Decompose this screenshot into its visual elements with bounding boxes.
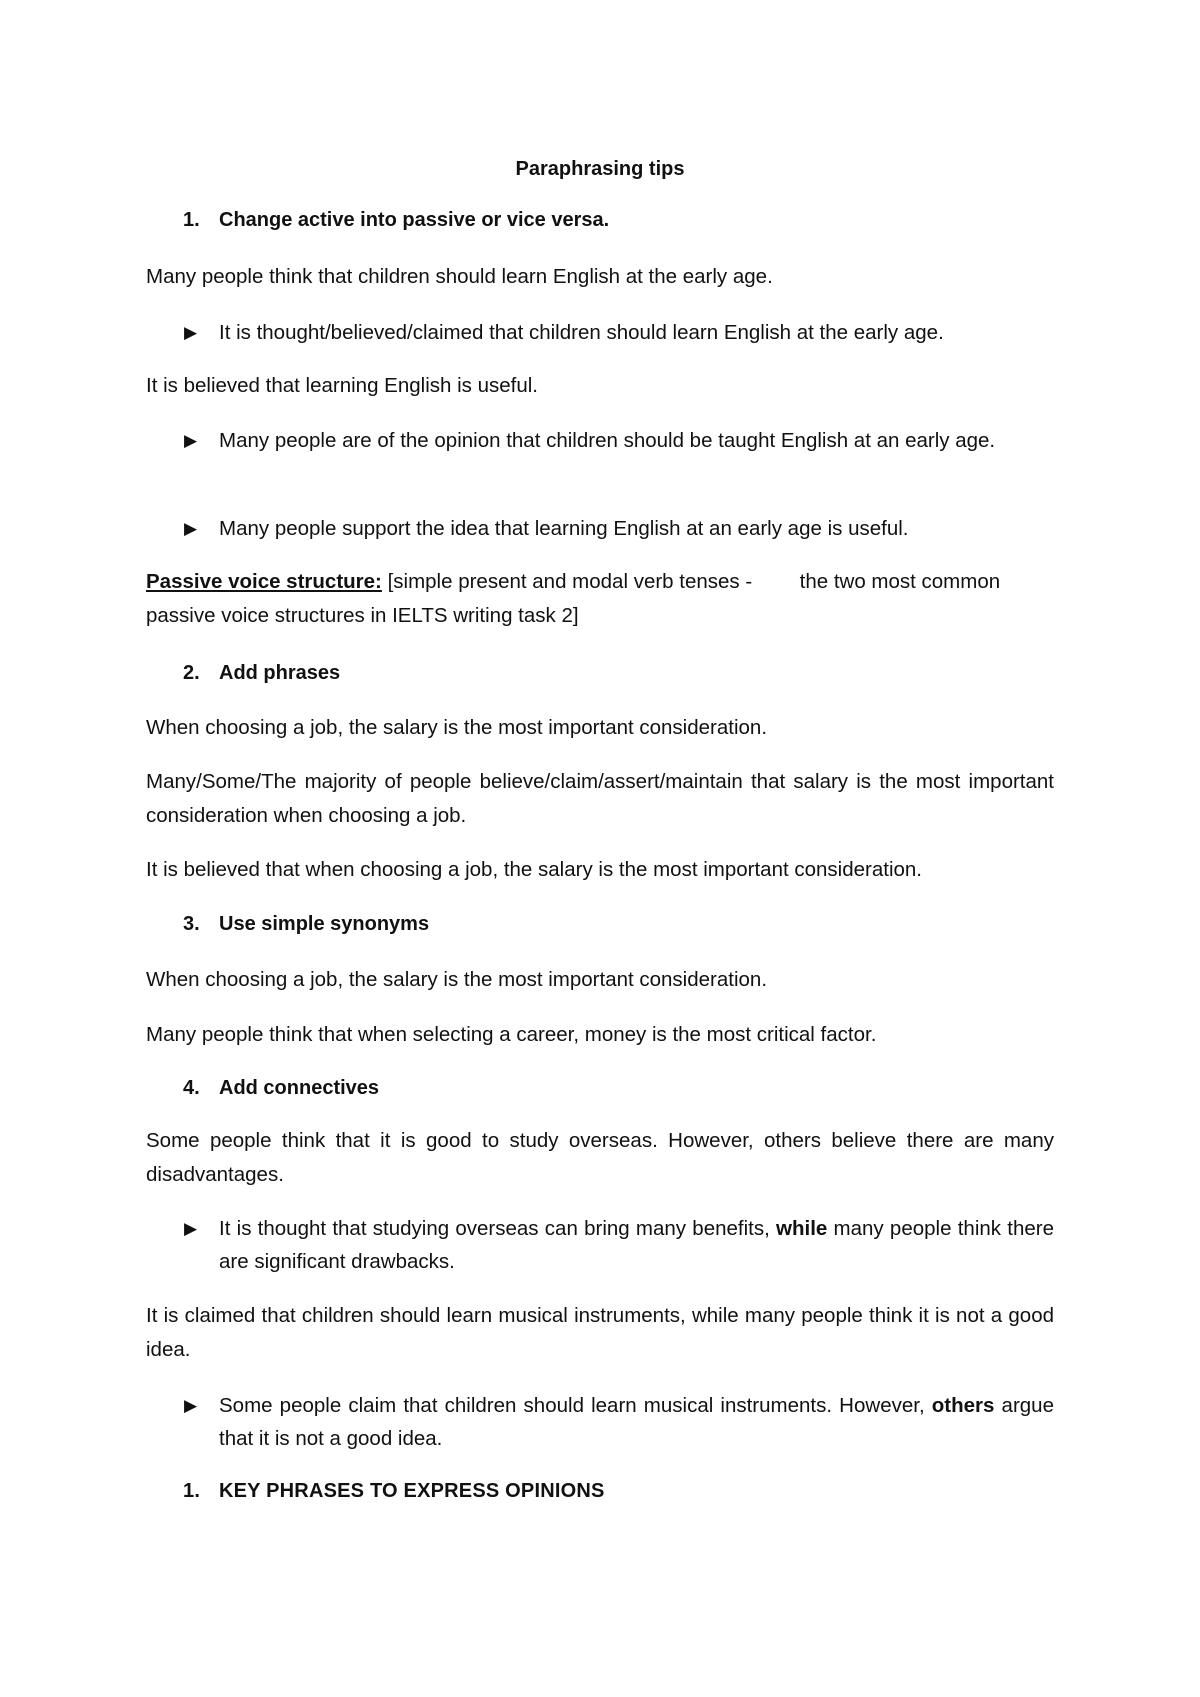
bullet-text-part: Some people claim that children should learn musical instruments. However, [219, 1394, 932, 1417]
section-heading-text: Use simple synonyms [219, 913, 430, 935]
paragraph: Some people think that it is good to study overseas. However, others believe there are many disadvantages. [146, 1129, 1054, 1186]
passive-voice-text: the two most common passive voice structures in IELTS writing task 2] [146, 570, 1001, 627]
bullet-arrow-icon: ▶ [184, 1219, 198, 1238]
paragraph: Many/Some/The majority of people believe/claim/assert/maintain that salary is the most important consideration when choosing a job. [146, 770, 1054, 827]
bullet-arrow-icon: ▶ [184, 1396, 198, 1415]
section-heading-1 [183, 207, 609, 233]
section-heading-4 [183, 1075, 379, 1101]
section-heading-key-phrases [183, 1478, 605, 1504]
bullet-item [184, 512, 1054, 545]
bullet-text: It is thought/believed/claimed that children should learn English at the early age. [219, 321, 944, 344]
bullet-text-part: It is thought that studying overseas can bring many benefits, [219, 1217, 777, 1240]
section-heading-text: Add connectives [219, 1077, 380, 1099]
paragraph: It is believed that learning English is useful. [146, 374, 539, 397]
paragraph: Many people think that when selecting a career, money is the most critical factor. [146, 1023, 877, 1046]
emphasis-others: others [931, 1394, 995, 1417]
section-heading-text: KEY PHRASES TO EXPRESS OPINIONS [219, 1480, 605, 1502]
bullet-item [184, 316, 1054, 349]
section-number: 1. [183, 1480, 201, 1502]
section-number: 1. [183, 209, 200, 231]
section-number: 2. [183, 662, 200, 684]
bullet-text-part: argue that it is not a good idea. [219, 1394, 1054, 1450]
paragraph: It is claimed that children should learn musical instruments, while many people think it is not a good idea. [146, 1304, 1054, 1361]
section-heading-2 [183, 660, 340, 686]
bullet-text-part: many people think there are significant drawbacks. [219, 1217, 1054, 1273]
section-number: 3. [183, 913, 200, 935]
bullet-text: Many people support the idea that learning English at an early age is useful. [219, 517, 909, 540]
page-title: Paraphrasing tips [515, 158, 685, 180]
bullet-text [219, 1389, 1054, 1455]
passive-voice-text: [simple present and modal verb tenses - [387, 570, 753, 593]
section-heading-text: Change active into passive or vice versa. [219, 209, 610, 231]
bullet-item [184, 1389, 1054, 1455]
paragraph: When choosing a job, the salary is the most important consideration. [146, 968, 768, 991]
passive-voice-label: Passive voice structure: [146, 570, 382, 593]
bullet-arrow-icon: ▶ [184, 323, 198, 342]
bullet-text [219, 1212, 1054, 1278]
passive-voice-note [146, 565, 1054, 633]
bullet-arrow-icon: ▶ [184, 519, 198, 538]
section-heading-text: Add phrases [219, 662, 341, 684]
emphasis-while: while [776, 1217, 828, 1240]
bullet-arrow-icon: ▶ [184, 431, 198, 450]
paragraph: It is believed that when choosing a job, the salary is the most important consideration. [146, 858, 923, 881]
paragraph: Many people think that children should learn English at the early age. [146, 265, 773, 288]
section-number: 4. [183, 1077, 200, 1099]
paragraph: When choosing a job, the salary is the most important consideration. [146, 716, 768, 739]
bullet-item [184, 424, 1054, 457]
bullet-text: Many people are of the opinion that children should be taught English at an early age. [219, 429, 996, 452]
bullet-item [184, 1212, 1054, 1278]
section-heading-3 [183, 911, 429, 937]
